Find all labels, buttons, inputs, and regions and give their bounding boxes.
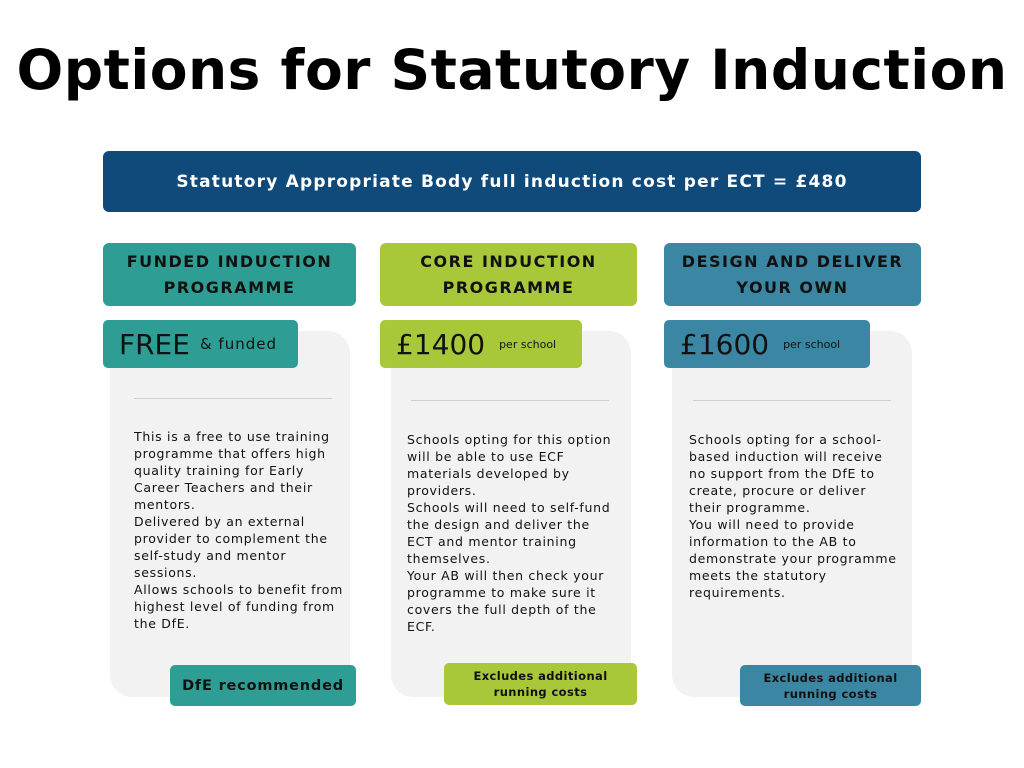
- funded-description-para-2: Delivered by an external provider to complement the self-study and mentor sessions.: [134, 514, 328, 580]
- design-description-para-2: You will need to provide information to the AB to demonstrate your programme meets the statutory requirements.: [689, 517, 897, 600]
- page-title: Options for Statutory Induction: [16, 38, 1008, 102]
- core-footer-line2: running costs: [493, 685, 588, 699]
- design-description: [689, 431, 899, 601]
- core-description-para-2: Schools will need to self-fund the design and deliver the ECT and mentor training themselves.: [407, 500, 611, 566]
- funded-price: FREE: [119, 327, 190, 361]
- design-footer-line1: Excludes additional: [763, 670, 898, 685]
- design-footer-line2: running costs: [783, 686, 878, 701]
- core-description: [407, 431, 617, 635]
- core-price-tag: [380, 320, 582, 368]
- core-induction-header-line2: PROGRAMME: [442, 277, 575, 297]
- core-induction-header-line1: CORE INDUCTION: [420, 251, 597, 271]
- core-description-para-3: Your AB will then check your programme to make sure it covers the full depth of the ECF.: [407, 568, 605, 634]
- design-price-tag: [664, 320, 870, 368]
- core-footer-line1: Excludes additional: [473, 669, 608, 683]
- funded-description: [134, 428, 344, 632]
- funded-divider: [134, 398, 332, 399]
- cost-banner: [103, 151, 921, 212]
- core-price-note: per school: [499, 337, 557, 351]
- funded-induction-header-line2: PROGRAMME: [163, 277, 296, 297]
- dfe-recommended-badge: [170, 665, 356, 706]
- core-price: £1400: [396, 327, 486, 361]
- design-deliver-header-line1: DESIGN AND DELIVER: [681, 251, 904, 271]
- core-excludes-costs-badge: [444, 663, 637, 705]
- design-price-note: per school: [783, 337, 841, 351]
- core-description-para-1: Schools opting for this option will be able to use ECF materials developed by providers.: [407, 432, 612, 498]
- funded-description-para-3: Allows schools to benefit from highest level of funding from the DfE.: [134, 582, 344, 631]
- dfe-recommended-text: DfE recommended: [182, 677, 344, 694]
- cost-banner-text: Statutory Appropriate Body full induction cost per ECT = £480: [176, 171, 848, 192]
- design-deliver-header: [664, 243, 921, 306]
- design-excludes-costs-badge: [740, 665, 921, 706]
- funded-induction-header-line1: FUNDED INDUCTION: [126, 251, 333, 271]
- core-divider: [411, 400, 609, 401]
- design-price: £1600: [680, 327, 770, 361]
- design-deliver-header-line2: YOUR OWN: [736, 277, 849, 297]
- funded-price-tag: [103, 320, 298, 368]
- funded-description-para-1: This is a free to use training programme that offers high quality training for Early Career Teachers and their mentors.: [134, 429, 330, 512]
- core-induction-header: [380, 243, 637, 306]
- design-description-para-1: Schools opting for a school-based induction will receive no support from the DfE to create, procure or deliver their programme.: [689, 432, 883, 515]
- design-divider: [693, 400, 891, 401]
- funded-price-note: & funded: [199, 335, 277, 353]
- funded-induction-header: [103, 243, 356, 306]
